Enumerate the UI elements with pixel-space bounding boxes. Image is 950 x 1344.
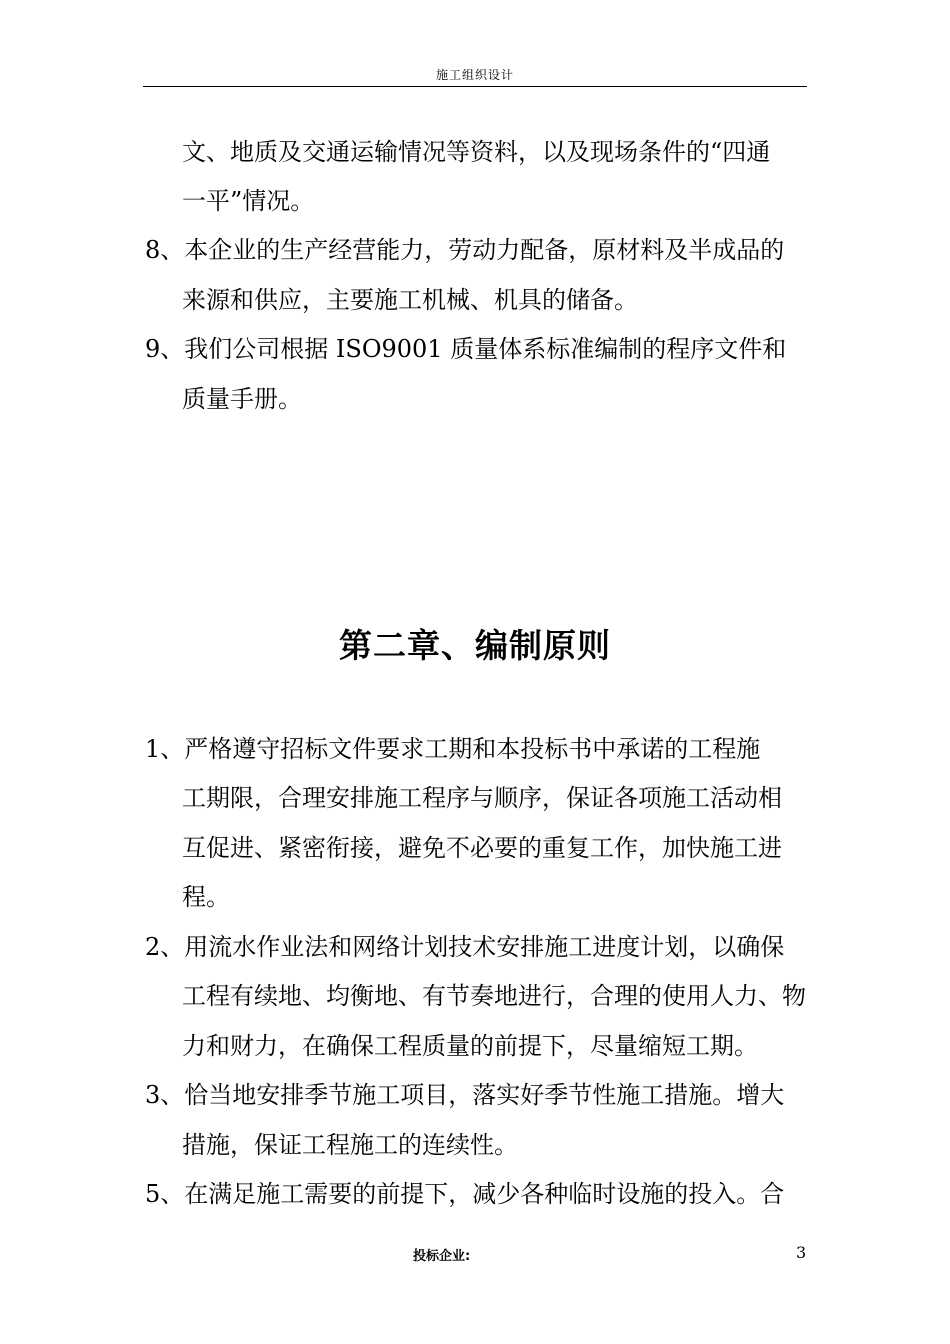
list-item-9-line: 9、我们公司根据 ISO9001 质量体系标准编制的程序文件和 (145, 335, 787, 363)
principle-2-line: 力和财力，在确保工程质量的前提下，尽量缩短工期。 (182, 1032, 758, 1060)
principle-2-line: 工程有续地、均衡地、有节奏地进行，合理的使用人力、物 (182, 982, 806, 1010)
paragraph-line: 一平”情况。 (182, 187, 315, 215)
principle-1-line: 程。 (182, 883, 230, 911)
principle-3-line: 措施，保证工程施工的连续性。 (182, 1131, 518, 1159)
principle-2-line: 2、用流水作业法和网络计划技术安排施工进度计划，以确保 (145, 933, 785, 961)
chapter-heading: 第二章、编制原则 (339, 626, 611, 665)
principle-1-line: 互促进、紧密衔接，避免不必要的重复工作，加快施工进 (182, 834, 782, 862)
principle-5-line: 5、在满足施工需要的前提下，减少各种临时设施的投入。合 (145, 1180, 785, 1208)
list-item-8-line: 来源和供应，主要施工机械、机具的储备。 (182, 286, 638, 314)
list-item-9-line: 质量手册。 (182, 385, 302, 413)
principle-1-line: 1、严格遵守招标文件要求工期和本投标书中承诺的工程施 (145, 735, 761, 763)
page-number: 3 (796, 1243, 807, 1262)
principle-1-line: 工期限，合理安排施工程序与顺序，保证各项施工活动相 (182, 784, 782, 812)
principle-3-line: 3、恰当地安排季节施工项目，落实好季节性施工措施。增大 (145, 1081, 785, 1109)
list-item-8-line: 8、本企业的生产经营能力，劳动力配备，原材料及半成品的 (145, 236, 785, 264)
page-header-title: 施工组织设计 (435, 68, 514, 82)
footer-bidder-label: 投标企业: (413, 1249, 471, 1264)
header-divider (143, 86, 807, 87)
paragraph-line: 文、地质及交通运输情况等资料，以及现场条件的“四通 (182, 138, 771, 166)
